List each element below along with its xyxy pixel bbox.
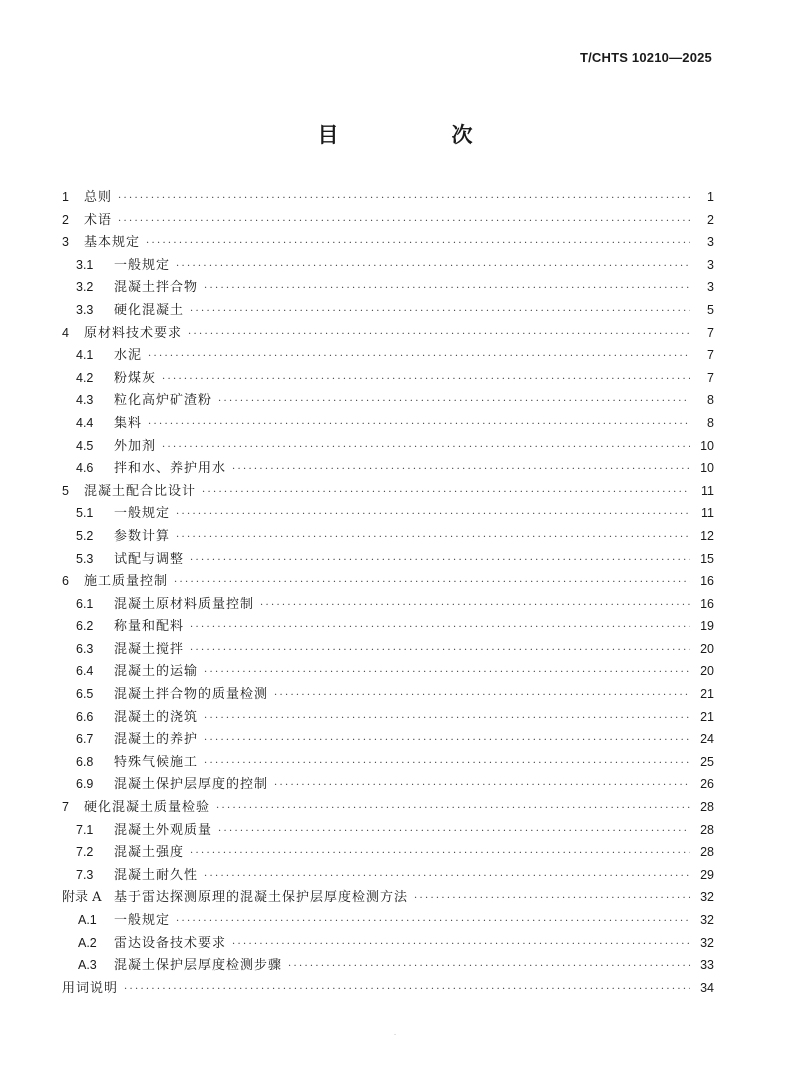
toc-entry-page: 16 (700, 596, 714, 611)
toc-entry[interactable] (62, 299, 714, 322)
toc-entry-page: 34 (700, 980, 714, 995)
toc-entry[interactable] (62, 706, 714, 729)
toc-leader-dots (148, 414, 690, 437)
toc-leader-dots (176, 911, 690, 934)
toc-entry-number: 3.3 (76, 302, 94, 317)
toc-entry-page: 24 (700, 732, 714, 747)
toc-entry-page: 7 (707, 348, 714, 363)
toc-entry-number: 4.4 (76, 415, 94, 430)
toc-entry-page: 11 (701, 506, 714, 521)
toc-entry[interactable] (62, 435, 714, 458)
toc-entry-title: 粉煤灰 (114, 370, 157, 386)
toc-entry-number: 7.1 (76, 822, 94, 837)
toc-entry-page: 7 (707, 370, 714, 385)
toc-entry-number: 2 (62, 212, 69, 227)
toc-entry-title: 基于雷达探测原理的混凝土保护层厚度检测方法 (114, 890, 409, 906)
toc-leader-dots (174, 572, 690, 595)
toc-leader-dots (204, 662, 690, 685)
toc-entry-title: 混凝土拌合物的质量检测 (114, 687, 269, 703)
toc-entry-page: 11 (701, 483, 714, 498)
toc-entry-page: 25 (700, 754, 714, 769)
toc-leader-dots (162, 369, 690, 392)
toc-entry[interactable] (62, 751, 714, 774)
toc-entry[interactable] (62, 525, 714, 548)
toc-entry-number: 5.3 (76, 551, 94, 566)
toc-entry[interactable] (62, 209, 714, 232)
toc-entry-number: 7.2 (76, 845, 94, 860)
toc-entry-number: 6 (62, 574, 69, 589)
toc-entry-title: 混凝土外观质量 (114, 822, 213, 838)
toc-leader-dots (176, 527, 690, 550)
toc-entry-page: 10 (700, 461, 714, 476)
toc-entry-number: 4.5 (76, 438, 94, 453)
toc-entry-title: 混凝土原材料质量控制 (114, 596, 255, 612)
toc-entry-number: 4.1 (76, 348, 94, 363)
toc-entry-number: 6.3 (76, 641, 94, 656)
toc-entry-number: 3 (62, 235, 69, 250)
toc-entry-page: 32 (700, 913, 714, 927)
toc-entry[interactable] (62, 389, 714, 412)
toc-entry-number: 5 (62, 483, 69, 498)
toc-leader-dots (232, 934, 690, 957)
toc-entry-number: 7.3 (76, 867, 94, 882)
toc-entry-page: 32 (700, 890, 714, 905)
toc-entry[interactable] (62, 254, 714, 277)
toc-entry-number: 6.5 (76, 687, 94, 702)
toc-entry[interactable] (62, 954, 714, 977)
toc-leader-dots (216, 798, 690, 821)
toc-entry-title: 施工质量控制 (84, 574, 169, 590)
toc-entry-title: 用词说明 (62, 980, 119, 996)
toc-entry-title: 称量和配料 (114, 619, 185, 635)
toc-entry[interactable] (62, 322, 714, 345)
toc-entry[interactable] (62, 909, 714, 932)
toc-leader-dots (118, 211, 690, 234)
toc-leader-dots (148, 346, 690, 369)
toc-entry-number: 5.2 (76, 528, 94, 543)
toc-leader-dots (190, 640, 690, 663)
toc-entry[interactable] (62, 773, 714, 796)
toc-entry-page: 16 (700, 574, 714, 589)
toc-entry-number: A.3 (78, 958, 97, 973)
toc-entry[interactable] (62, 683, 714, 706)
toc-entry-page: 26 (700, 777, 714, 792)
toc-entry[interactable] (62, 502, 714, 525)
toc-leader-dots (162, 437, 690, 460)
toc-entry[interactable] (62, 615, 714, 638)
toc-entry-number: 3.2 (76, 280, 94, 295)
toc-leader-dots (204, 753, 690, 776)
toc-entry-number: 附录 A (62, 890, 102, 906)
toc-entry-title: 一般规定 (114, 257, 171, 273)
footer-mark: . (393, 1028, 397, 1037)
toc-entry-page: 20 (700, 641, 714, 656)
toc-entry-page: 28 (700, 845, 714, 860)
toc-entry-title: 试配与调整 (114, 551, 185, 567)
toc-entry[interactable] (62, 638, 714, 661)
toc-entry[interactable] (62, 480, 714, 503)
toc-entry-title: 拌和水、养护用水 (114, 461, 227, 477)
toc-entry-title: 一般规定 (114, 913, 171, 928)
toc-entry-title: 粒化高炉矿渣粉 (114, 393, 213, 409)
toc-entry-title: 基本规定 (84, 235, 141, 251)
toc-entry-title: 总则 (84, 190, 113, 205)
toc-entry[interactable] (62, 344, 714, 367)
toc-entry[interactable] (62, 367, 714, 390)
toc-entry-title: 混凝土强度 (114, 845, 185, 861)
toc-entry-number: A.1 (78, 913, 97, 927)
toc-entry-number: 6.2 (76, 619, 94, 634)
toc-entry-number: 1 (62, 190, 69, 204)
toc-leader-dots (176, 504, 690, 527)
toc-entry-page: 8 (707, 393, 714, 408)
toc-entry-title: 混凝土配合比设计 (84, 483, 197, 499)
toc-entry-title: 参数计算 (114, 528, 171, 544)
toc-leader-dots (190, 550, 690, 573)
toc-entry-number: 4.6 (76, 461, 94, 476)
toc-entry-title: 原材料技术要求 (84, 325, 183, 341)
toc-entry[interactable] (62, 796, 714, 819)
toc-entry-number: 6.9 (76, 777, 94, 792)
toc-leader-dots (218, 821, 690, 844)
toc-entry[interactable] (62, 819, 714, 842)
toc-leader-dots (274, 685, 690, 708)
toc-entry-number: 3.1 (76, 257, 94, 272)
toc-entry-number: 6.1 (76, 596, 94, 611)
toc-entry-title: 一般规定 (114, 506, 171, 522)
toc-entry[interactable] (62, 412, 714, 435)
toc-entry-number: 7 (62, 800, 69, 815)
toc-entry[interactable] (62, 593, 714, 616)
toc-entry-page: 20 (700, 664, 714, 679)
table-of-contents (62, 186, 714, 999)
toc-entry[interactable] (62, 977, 714, 1000)
toc-entry-page: 8 (707, 415, 714, 430)
toc-entry-title: 混凝土的浇筑 (114, 709, 199, 725)
toc-entry-number: 6.4 (76, 664, 94, 679)
toc-entry-page: 21 (700, 709, 714, 724)
toc-leader-dots (288, 956, 690, 979)
toc-entry-page: 10 (700, 438, 714, 453)
toc-entry[interactable] (62, 276, 714, 299)
toc-entry-page: 12 (700, 528, 714, 543)
toc-entry-title: 集料 (114, 415, 143, 431)
toc-entry-number: 4.3 (76, 393, 94, 408)
toc-entry-page: 3 (707, 280, 714, 295)
toc-entry-title: 水泥 (114, 348, 143, 364)
toc-entry-page: 21 (700, 687, 714, 702)
toc-entry-page: 19 (700, 619, 714, 634)
toc-entry[interactable] (62, 186, 714, 209)
toc-entry[interactable] (62, 728, 714, 751)
toc-leader-dots (274, 775, 690, 798)
toc-leader-dots (204, 866, 690, 889)
toc-entry-title: 混凝土的运输 (114, 664, 199, 680)
toc-entry-title: 混凝土的养护 (114, 732, 199, 748)
toc-entry-title: 混凝土保护层厚度检测步骤 (114, 958, 283, 974)
toc-entry-title: 外加剂 (114, 438, 157, 454)
toc-leader-dots (204, 708, 690, 731)
toc-leader-dots (176, 256, 690, 279)
toc-entry-title: 硬化混凝土质量检验 (84, 800, 211, 816)
toc-leader-dots (218, 391, 690, 414)
toc-leader-dots (414, 888, 690, 911)
toc-entry-title: 混凝土耐久性 (114, 867, 199, 883)
toc-leader-dots (190, 843, 690, 866)
toc-entry[interactable] (62, 457, 714, 480)
toc-entry-page: 3 (707, 257, 714, 272)
toc-leader-dots (188, 324, 690, 347)
toc-entry[interactable] (62, 660, 714, 683)
toc-entry-number: 6.6 (76, 709, 94, 724)
toc-entry-title: 术语 (84, 212, 113, 228)
toc-leader-dots (202, 482, 690, 505)
page-title: 目 次 (317, 122, 519, 147)
toc-entry-page: 2 (707, 212, 714, 227)
toc-entry[interactable] (62, 841, 714, 864)
toc-entry-page: 28 (700, 800, 714, 815)
toc-entry-title: 雷达设备技术要求 (114, 935, 227, 951)
toc-entry[interactable] (62, 231, 714, 254)
toc-entry[interactable] (62, 548, 714, 571)
toc-entry[interactable] (62, 570, 714, 593)
standard-code: T/CHTS 10210—2025 (579, 50, 712, 65)
toc-entry-page: 3 (707, 235, 714, 250)
toc-entry-number: 6.7 (76, 732, 94, 747)
toc-leader-dots (124, 979, 690, 1002)
toc-entry[interactable] (62, 932, 714, 955)
toc-entry-title: 硬化混凝土 (114, 302, 185, 318)
toc-entry-number: 4 (62, 325, 69, 340)
toc-entry-title: 混凝土搅拌 (114, 641, 185, 657)
toc-entry-page: 29 (700, 867, 714, 882)
toc-entry-number: 4.2 (76, 370, 94, 385)
toc-entry-number: 5.1 (76, 506, 94, 521)
toc-entry-page: 33 (700, 958, 714, 973)
toc-leader-dots (190, 301, 690, 324)
toc-leader-dots (118, 188, 690, 211)
toc-leader-dots (146, 233, 690, 256)
toc-entry[interactable] (62, 864, 714, 887)
toc-entry-page: 7 (707, 325, 714, 340)
toc-entry-page: 15 (700, 551, 714, 566)
toc-entry[interactable] (62, 886, 714, 909)
toc-entry-page: 32 (700, 935, 714, 950)
toc-entry-title: 混凝土拌合物 (114, 280, 199, 296)
toc-leader-dots (232, 459, 690, 482)
toc-entry-title: 混凝土保护层厚度的控制 (114, 777, 269, 793)
toc-leader-dots (190, 617, 690, 640)
toc-entry-number: 6.8 (76, 754, 94, 769)
toc-entry-page: 5 (707, 302, 714, 317)
toc-leader-dots (260, 595, 690, 618)
toc-entry-page: 1 (707, 190, 714, 204)
toc-entry-number: A.2 (78, 935, 97, 950)
toc-leader-dots (204, 730, 690, 753)
toc-entry-title: 特殊气候施工 (114, 754, 199, 770)
toc-leader-dots (204, 278, 690, 301)
toc-entry-page: 28 (700, 822, 714, 837)
